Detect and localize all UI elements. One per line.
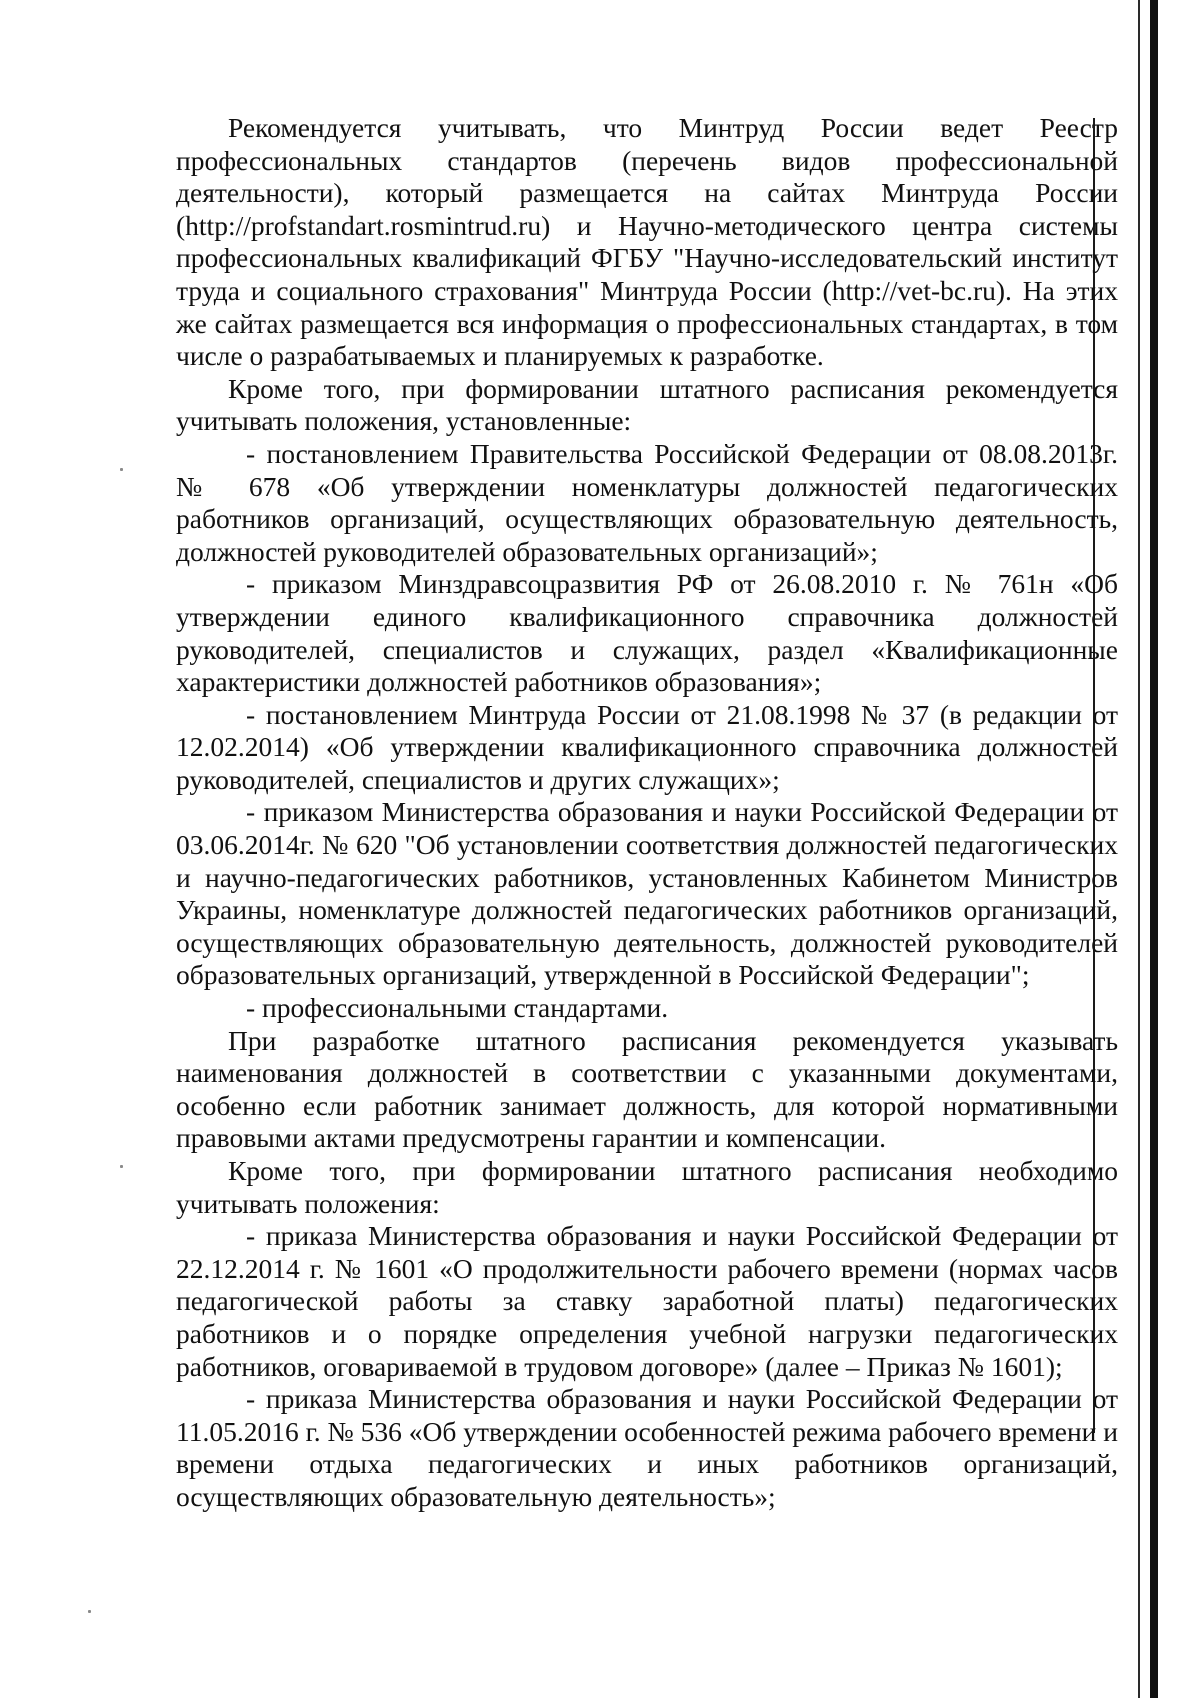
list-item-resolution-37: - постановлением Минтруда России от 21.08.1998 № 37 (в редакции от 12.02.2014) «Об утверждении квалификационного справочника должностей руководителей, специалистов и других служащих»; xyxy=(176,698,1118,795)
scan-speck xyxy=(88,1610,91,1613)
paragraph-staffing-required: Кроме того, при формировании штатного расписания необходимо учитывать положения: xyxy=(176,1155,1118,1219)
list-item-order-1601: - приказа Министерства образования и науки Российской Федерации от 22.12.2014 г. № 1601 «О продолжительности рабочего времени (нормах часов педагогической работы за ставку заработной платы) педагогических работников и о порядке определения учебной нагрузки педагогических работников, оговариваемой в трудовом договоре» (далее – Приказ № 1601); xyxy=(176,1220,1118,1382)
paragraph-staffing-intro: Кроме того, при формировании штатного расписания рекомендуется учитывать положения, установленные: xyxy=(176,372,1118,437)
list-item-professional-standards: - профессиональными стандартами. xyxy=(246,992,669,1024)
scan-edge-line xyxy=(1138,0,1140,1698)
list-item-order-620: - приказом Министерства образования и науки Российской Федерации от 03.06.2014г. № 620 "Об установлении соответствия должностей педагогических и научно-педагогических работников, установленных Кабинетом Министров Украины, номенклатуре должностей педагогических работников организаций, осуществляющих образовательную деятельность, должностей руководителей образовательных организаций, утвержденной в Российской Федерации"; xyxy=(176,796,1118,991)
scan-speck xyxy=(120,1165,123,1168)
scan-speck xyxy=(120,468,123,471)
paragraph-registry: Рекомендуется учитывать, что Минтруд России ведет Реестр профессиональных стандартов (перечень видов профессиональной деятельности), который размещается на сайтах Минтруда России (http://profstandart.rosmintrud.ru) и Научно-методического центра системы профессиональных квалификаций ФГБУ "Научно-исследовательский институт труда и социального страхования" Минтруда России (http://vet-bc.ru). На этих же сайтах размещается вся информация о профессиональных стандартах, в том числе о разрабатываемых и планируемых к разработке. xyxy=(176,112,1118,372)
document-body xyxy=(176,112,1118,1514)
scan-edge-bar xyxy=(1150,0,1158,1698)
paragraph-position-names: При разработке штатного расписания рекомендуется указывать наименования должностей в соответствии с указанными документами, особенно если работник занимает должность, для которой нормативными правовыми актами предусмотрены гарантии и компенсации. xyxy=(176,1024,1118,1154)
list-item-order-761n: - приказом Минздравсоцразвития РФ от 26.08.2010 г. № 761н «Об утверждении единого квалификационного справочника должностей руководителей, специалистов и служащих, раздел «Квалификационные характеристики должностей работников образования»; xyxy=(176,568,1118,698)
list-item-decree-678: - постановлением Правительства Российской Федерации от 08.08.2013г. № 678 «Об утверждении номенклатуры должностей педагогических работников организаций, осуществляющих образовательную деятельность, должностей руководителей образовательных организаций»; xyxy=(176,437,1118,567)
list-item-order-536: - приказа Министерства образования и науки Российской Федерации от 11.05.2016 г. № 536 «Об утверждении особенностей режима рабочего времени и времени отдыха педагогических и иных работников организаций, осуществляющих образовательную деятельность»; xyxy=(176,1383,1118,1512)
